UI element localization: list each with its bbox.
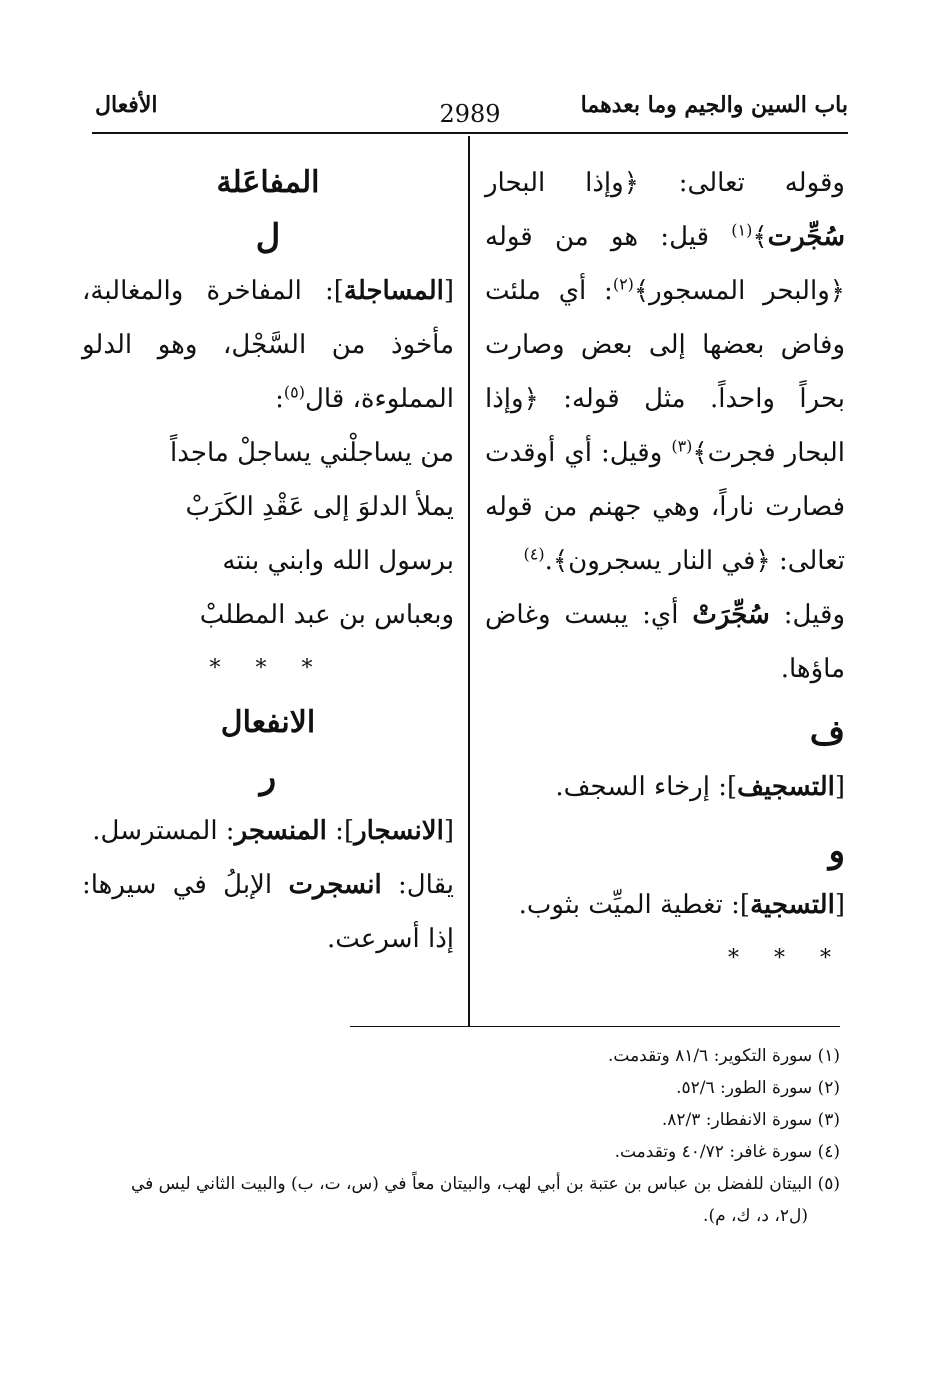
running-header-section: الأفعال xyxy=(95,92,158,118)
paragraph-sujjirat: وقوله تعالى: ﴿وإذا البحار سُجِّرت﴾$^{(١)}$ قيل: هو من قوله ﴿والبحر المسجور﴾$^{(٢)}$: أي ملئت وفاض بعضها إلى بعض وصارت بحراً واحداً. مثل قوله: ﴿وإذا البحار فجرت﴾$^{(٣)}$ وقيل: أي أوقدت فصارت ناراً، وهي جهنم من قوله تعالى: ﴿في النار يسجرون﴾.$^{(٤)}$ xyxy=(485,168,845,576)
verse-line-2: يملأ الدلوَ إلى عَقْدِ الكَرَبْ xyxy=(185,492,454,522)
entry-musajala: [المساجلة]: المفاخرة والمغالبة، مأخوذ من السَّجْل، وهو الدلو المملوءة، قال$^{(٥)}$: xyxy=(82,276,454,414)
footnotes xyxy=(80,1040,840,1232)
letter-heading-fa: ف xyxy=(809,713,845,753)
paragraph-qil: وقيل: سُجِّرَتْ أي: يبست وغاض ماؤها. xyxy=(485,600,845,684)
page-number: 2989 xyxy=(439,100,501,128)
footnote-1: (١) سورة التكوير: ٨١/٦ وتقدمت. xyxy=(607,1046,840,1066)
section-heading-infiaal: الانفعال xyxy=(220,705,316,740)
footnote-3: (٣) سورة الانفطار: ٨٢/٣. xyxy=(661,1110,840,1130)
left-column xyxy=(82,156,454,966)
letter-heading-waw: و xyxy=(828,831,845,871)
entry-insijar-usage: يقال: انسجرت الإبلُ في سيرها: إذا أسرعت. xyxy=(82,870,454,954)
entry-tasjiya: [التسجية]: تغطية الميِّت بثوب. xyxy=(518,890,845,920)
running-header-chapter: باب السين والجيم وما بعدهما xyxy=(580,92,848,118)
right-column xyxy=(485,156,845,986)
entry-tasjif: [التسجيف]: إرخاء السجف. xyxy=(555,772,845,802)
section-heading-mufaala: المفاعَلة xyxy=(216,165,320,200)
header-rule xyxy=(92,132,848,134)
footnote-2: (٢) سورة الطور: ٥٢/٦. xyxy=(676,1078,840,1098)
verse-line-1: من يساجلْني يساجلْ ماجداً xyxy=(170,438,454,468)
footnote-5-continued: (ل٢، د، ك، م). xyxy=(703,1206,808,1226)
section-separator-stars: * * * xyxy=(209,656,327,681)
section-separator-stars: * * * xyxy=(728,946,845,971)
verse-line-4: وبعباس بن عبد المطلبْ xyxy=(199,600,454,630)
letter-heading-ra: ر xyxy=(259,757,277,797)
footnote-4: (٤) سورة غافر: ٤٠/٧٢ وتقدمت. xyxy=(614,1142,840,1162)
letter-heading-lam: ل xyxy=(255,217,281,257)
footnote-rule xyxy=(350,1026,840,1027)
entry-insijar: [الانسجار]: المنسجر: المسترسل. xyxy=(92,816,454,846)
footnote-5: (٥) البيتان للفضل بن عباس بن عتبة بن أبي لهب، والبيتان معاً في (س، ت، ب) والبيت الثاني ليس في xyxy=(130,1174,840,1194)
verse-line-3: برسول الله وابني بنته xyxy=(222,546,454,576)
column-divider xyxy=(468,136,470,1026)
